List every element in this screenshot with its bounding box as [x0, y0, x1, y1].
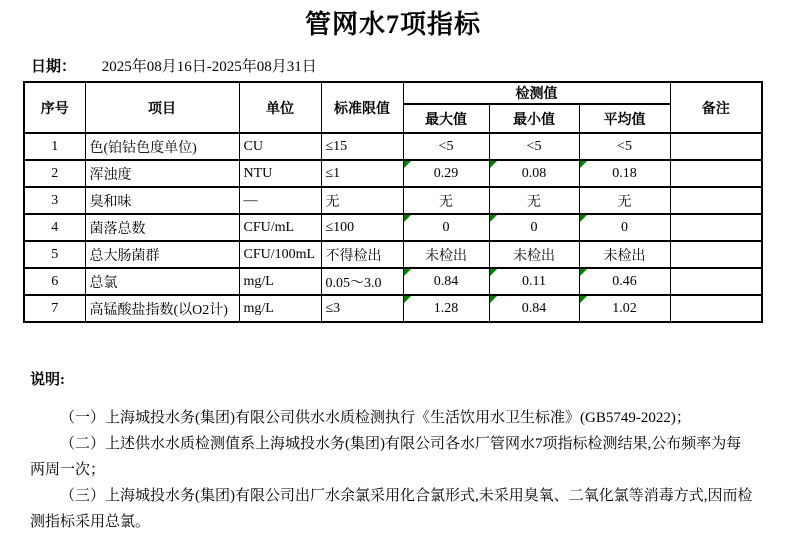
cell-text: 5 — [51, 246, 59, 262]
header-unit: 单位 — [239, 82, 321, 133]
page-title: 管网水7项指标 — [304, 10, 481, 39]
cell-no — [24, 133, 85, 160]
cell-no — [24, 268, 85, 295]
cell-limit — [321, 268, 403, 295]
cell-remark — [670, 295, 762, 322]
cell-item — [85, 133, 239, 160]
cell-remark — [670, 214, 762, 241]
table-row — [24, 187, 762, 214]
cell-unit — [239, 160, 321, 187]
cell-text: 3 — [51, 192, 59, 208]
header-avg: 平均值 — [579, 104, 670, 133]
cell-remark — [670, 133, 762, 160]
cell-no — [24, 187, 85, 214]
cell-item — [85, 268, 239, 295]
table-row — [24, 241, 762, 268]
table-row — [24, 214, 762, 241]
header-min: 最小值 — [489, 104, 579, 133]
cell-unit — [239, 187, 321, 214]
indicator-table — [23, 81, 763, 323]
cell-remark — [670, 187, 762, 214]
cell-no — [24, 295, 85, 322]
cell-avg — [579, 268, 670, 295]
cell-text: mg/L — [243, 300, 274, 316]
cell-text: 未检出 — [603, 248, 646, 264]
cell-text: ≤100 — [325, 219, 355, 235]
header-detection: 检测值 — [403, 82, 670, 104]
table-row — [24, 268, 762, 295]
cell-text: 0.84 — [433, 273, 459, 289]
cell-limit — [321, 241, 403, 268]
cell-limit — [321, 214, 403, 241]
cell-max — [403, 268, 489, 295]
number-stored-as-text-flag — [490, 296, 497, 303]
cell-text: 0.08 — [521, 165, 547, 181]
cell-text: 0.18 — [612, 165, 637, 181]
cell-limit — [321, 295, 403, 322]
cell-text: 色(铂钴色度单位) — [89, 140, 197, 156]
cell-text: 臭和味 — [89, 194, 132, 210]
cell-text: 菌落总数 — [89, 221, 146, 237]
cell-text: 浑浊度 — [89, 167, 132, 183]
cell-limit — [321, 187, 403, 214]
cell-remark — [670, 268, 762, 295]
cell-item — [85, 187, 239, 214]
header-max: 最大值 — [403, 104, 489, 133]
cell-text: 无 — [325, 194, 340, 210]
cell-text: 6 — [51, 273, 59, 289]
cell-min — [489, 133, 579, 160]
cell-text: CFU/mL — [243, 219, 295, 235]
cell-text: <5 — [438, 138, 454, 154]
number-stored-as-text-flag — [580, 296, 587, 303]
cell-text: 无 — [527, 194, 541, 210]
cell-unit — [239, 214, 321, 241]
cell-avg — [579, 133, 670, 160]
number-stored-as-text-flag — [580, 215, 587, 222]
cell-text: 未检出 — [425, 248, 467, 264]
cell-max — [403, 160, 489, 187]
cell-text: 总氯 — [89, 275, 118, 291]
table-body — [24, 133, 762, 322]
cell-text: mg/L — [243, 273, 274, 289]
cell-avg — [579, 241, 670, 268]
cell-unit — [239, 241, 321, 268]
cell-text: 1 — [51, 138, 59, 154]
cell-avg — [579, 214, 670, 241]
cell-item — [85, 214, 239, 241]
cell-text: <5 — [617, 138, 632, 154]
number-stored-as-text-flag — [404, 296, 411, 303]
cell-unit — [239, 295, 321, 322]
cell-min — [489, 214, 579, 241]
notes-label: 说明: — [30, 372, 65, 388]
number-stored-as-text-flag — [404, 215, 411, 222]
cell-text: 4 — [51, 219, 59, 235]
cell-avg — [579, 187, 670, 214]
header-no: 序号 — [24, 82, 85, 133]
cell-text: CFU/100mL — [243, 246, 316, 262]
cell-remark — [670, 241, 762, 268]
cell-text: 0 — [530, 219, 538, 235]
number-stored-as-text-flag — [404, 161, 411, 168]
cell-text: ≤15 — [325, 138, 348, 154]
note-item: （二）上述供水水质检测值系上海城投水务(集团)有限公司各水厂管网水7项指标检测结果,公布频率为每两周一次； — [30, 436, 742, 478]
cell-text: 2 — [51, 165, 59, 181]
cell-text: NTU — [243, 165, 273, 181]
cell-text: 7 — [51, 300, 59, 316]
cell-no — [24, 214, 85, 241]
cell-item — [85, 295, 239, 322]
number-stored-as-text-flag — [490, 161, 497, 168]
cell-text: 1.02 — [612, 300, 637, 316]
header-item: 项目 — [85, 82, 239, 133]
cell-text: 1.28 — [433, 300, 459, 316]
cell-max — [403, 241, 489, 268]
cell-text: ≤3 — [325, 300, 341, 316]
cell-no — [24, 160, 85, 187]
cell-text: CU — [243, 138, 263, 154]
table-row — [24, 133, 762, 160]
cell-limit — [321, 160, 403, 187]
number-stored-as-text-flag — [580, 269, 587, 276]
cell-avg — [579, 295, 670, 322]
cell-unit — [239, 268, 321, 295]
cell-text: 总大肠菌群 — [89, 248, 160, 264]
cell-max — [403, 133, 489, 160]
date-value: 2025年08月16日-2025年08月31日 — [101, 59, 317, 75]
header-remark: 备注 — [670, 82, 762, 133]
note-item: （三）上海城投水务(集团)有限公司出厂水余氯采用化合氯形式,未采用臭氧、二氧化氯等消毒方式,因而检测指标采用总氯。 — [30, 488, 753, 530]
cell-max — [403, 214, 489, 241]
cell-min — [489, 268, 579, 295]
notes — [30, 405, 756, 535]
cell-no — [24, 241, 85, 268]
table-row — [24, 160, 762, 187]
cell-text: — — [243, 192, 258, 208]
cell-text: 不得检出 — [325, 248, 382, 264]
cell-text: 高锰酸盐指数(以O2计) — [89, 302, 228, 318]
cell-text: 0 — [621, 219, 628, 235]
number-stored-as-text-flag — [404, 269, 411, 276]
cell-text: 0.46 — [612, 273, 637, 289]
table-row — [24, 295, 762, 322]
cell-item — [85, 241, 239, 268]
cell-min — [489, 160, 579, 187]
number-stored-as-text-flag — [490, 269, 497, 276]
cell-max — [403, 187, 489, 214]
cell-text: 0.84 — [521, 300, 547, 316]
cell-text: 无 — [439, 194, 453, 210]
cell-text: 0 — [442, 219, 450, 235]
cell-text: 0.11 — [522, 273, 546, 289]
cell-item — [85, 160, 239, 187]
header-limit: 标准限值 — [321, 82, 403, 133]
cell-text: 0.05～3.0 — [325, 275, 382, 291]
cell-min — [489, 295, 579, 322]
cell-text: 未检出 — [513, 248, 555, 264]
cell-text: 0.29 — [433, 165, 459, 181]
note-item: （一）上海城投水务(集团)有限公司供水水质检测执行《生活饮用水卫生标准》(GB5749-2022)； — [60, 410, 691, 426]
date-line — [31, 55, 786, 76]
cell-max — [403, 295, 489, 322]
cell-unit — [239, 133, 321, 160]
cell-limit — [321, 133, 403, 160]
cell-text: <5 — [526, 138, 542, 154]
number-stored-as-text-flag — [580, 161, 587, 168]
cell-avg — [579, 160, 670, 187]
cell-min — [489, 241, 579, 268]
number-stored-as-text-flag — [490, 215, 497, 222]
date-label: 日期： — [31, 59, 77, 75]
cell-text: 无 — [617, 194, 632, 210]
cell-text: ≤1 — [325, 165, 341, 181]
cell-remark — [670, 160, 762, 187]
cell-min — [489, 187, 579, 214]
